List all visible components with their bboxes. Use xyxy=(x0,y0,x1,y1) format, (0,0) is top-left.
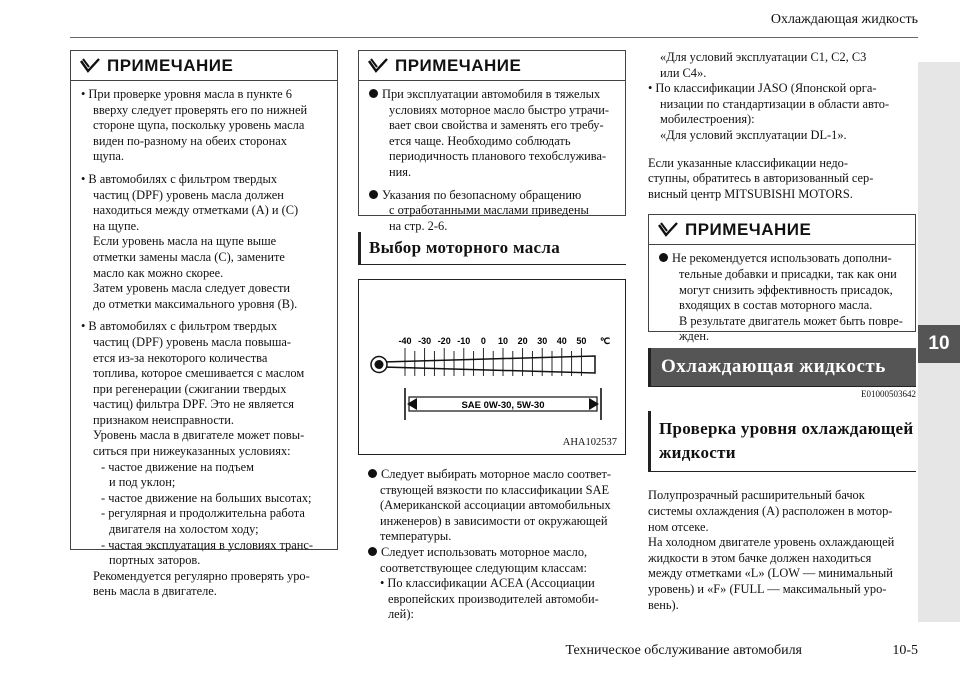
paragraph-line: ступны, обратитесь в авторизованный сер- xyxy=(648,171,874,186)
note-paragraph xyxy=(81,319,327,600)
paragraph-line: между отметками «L» (LOW — минимальный xyxy=(648,566,893,581)
note-line: стороне щупа, поскольку уровень масла xyxy=(93,118,305,133)
bullet-line: (Американской ассоциации автомобильных xyxy=(380,498,611,513)
note-body xyxy=(71,81,337,606)
scale-label: 50 xyxy=(576,336,587,346)
bullet-line: инженеров) в зависимости от окружающей xyxy=(380,513,608,528)
section-heading xyxy=(358,232,626,265)
thermometer-bulb-core xyxy=(375,360,384,369)
note-line: отметки замены масла (C), замените xyxy=(93,249,285,264)
section-title: Охлаждающая жидкость xyxy=(661,356,886,378)
note-header xyxy=(359,51,625,81)
note-pencil-icon xyxy=(367,57,389,75)
oil-viscosity-figure xyxy=(358,279,626,455)
note-line: - частое движение на больших высотах; xyxy=(101,490,312,505)
bullet-line: соответствующее следующим классам: xyxy=(380,560,587,575)
note-pencil-icon xyxy=(657,221,679,239)
note-line: Указания по безопасному обращению xyxy=(382,187,582,202)
note-box xyxy=(358,50,626,233)
bullet-line: ствующей вязкости по классификации SAE xyxy=(380,482,610,497)
bullet-dot-icon xyxy=(368,469,377,478)
footer-title: Техническое обслуживание автомобиля xyxy=(565,643,802,658)
bullet-item xyxy=(368,545,626,576)
subsection-title-line: жидкости xyxy=(659,443,736,463)
note-line: частиц (DPF) уровень масла повыша- xyxy=(93,334,292,349)
note-line: входящих в состав моторного масла. xyxy=(679,298,873,313)
paragraph-line: уровень) и «F» (FULL — максимальный уро- xyxy=(648,581,887,596)
bullet-line: Следует использовать моторное масло, xyxy=(381,544,588,559)
note-line: тельные добавки и присадки, так как они xyxy=(679,266,897,281)
note-line: Если уровень масла на щупе выше xyxy=(93,234,277,249)
note-line: на стр. 2-6. xyxy=(389,218,448,233)
note-header xyxy=(71,51,337,81)
note-line: щупа. xyxy=(93,149,124,164)
note-item xyxy=(659,251,905,345)
classification-line: или C4». xyxy=(660,65,707,80)
bullet-line: температуры. xyxy=(380,529,452,544)
note-header xyxy=(649,215,915,245)
running-header: Охлаждающая жидкость xyxy=(770,12,918,27)
scale-label: -30 xyxy=(418,336,432,346)
note-line: ется из-за некоторого количества xyxy=(93,350,268,365)
note-box xyxy=(70,50,338,599)
note-line: вверху следует проверять его по нижней xyxy=(93,102,308,117)
scale-label: ℃ xyxy=(599,336,611,346)
paragraph-line: жидкости в этом бачке должен находиться xyxy=(648,550,872,565)
note-line: Затем уровень масла следует довести xyxy=(93,281,291,296)
paragraph-line: висный центр MITSUBISHI MOTORS. xyxy=(648,186,853,201)
note-line: топлива, которое смешивается с маслом xyxy=(93,366,305,381)
note-line: • В автомобилях с фильтром твердых xyxy=(81,319,278,334)
subsection-title-line: Проверка уровня охлаждающей xyxy=(659,419,914,439)
note-line: жден. xyxy=(679,329,710,344)
note-line: с отработанными маслами приведены xyxy=(389,203,589,218)
paragraph-line: вень). xyxy=(648,597,679,612)
paragraph-line: На холодном двигателе уровень охлаждающей xyxy=(648,535,895,550)
figure-code: AHA102537 xyxy=(562,437,617,448)
chapter-number: 10 xyxy=(918,325,960,363)
note-line: виден по-разному на обеих сторонах xyxy=(93,133,287,148)
paragraph xyxy=(648,488,916,613)
note-line: периодичность планового техобслужива- xyxy=(389,149,607,164)
column-3 xyxy=(648,50,916,613)
sub-line: лей): xyxy=(388,607,414,622)
note-line: - частая эксплуатация в условиях транс- xyxy=(101,537,314,552)
note-title: ПРИМЕЧАНИЕ xyxy=(107,55,234,75)
classification-list xyxy=(648,50,916,144)
note-paragraph xyxy=(81,172,327,312)
sub-line: европейских производителей автомоби- xyxy=(388,591,599,606)
note-line: масло как можно скорее. xyxy=(93,265,224,280)
section-heading-dark xyxy=(648,348,916,387)
classification-line: низации по стандартизации в области авто- xyxy=(660,96,890,111)
bullet-dot-icon xyxy=(659,253,668,262)
bullet-dot-icon xyxy=(368,547,377,556)
note-line: В результате двигатель может быть повре- xyxy=(679,313,903,328)
note-line: вает свои свойства и заменять его требу- xyxy=(389,118,604,133)
paragraph-line: системы охлаждения (A) расположен в мотор- xyxy=(648,503,893,518)
paragraph-line: ном отсеке. xyxy=(648,519,709,534)
viscosity-chart xyxy=(359,280,625,456)
note-line: вень масла в двигателе. xyxy=(93,584,217,599)
classification-line: мобилестроения): xyxy=(660,112,755,127)
scale-label: -40 xyxy=(398,336,412,346)
note-line: ситься при нижеуказанных условиях: xyxy=(93,444,291,459)
note-box xyxy=(648,214,916,344)
note-paragraph xyxy=(81,87,327,165)
paragraph-line: Полупрозрачный расширительный бачок xyxy=(648,488,865,503)
note-body xyxy=(649,245,915,351)
bullet-line: Следует выбирать моторное масло соответ- xyxy=(381,467,612,481)
bullet-item xyxy=(368,467,626,545)
subsection-heading xyxy=(648,411,916,472)
column-1 xyxy=(70,50,338,599)
note-line: Рекомендуется регулярно проверять уро- xyxy=(93,568,310,583)
header-rule xyxy=(70,37,918,38)
sub-line: • По классификации ACEA (Ассоциации xyxy=(380,576,595,591)
note-line: при регенерации (сжигании твердых xyxy=(93,381,287,396)
note-title: ПРИМЕЧАНИЕ xyxy=(395,55,522,75)
scale-label: 30 xyxy=(537,336,548,346)
note-line: При эксплуатации автомобиля в тяжелых xyxy=(382,87,601,101)
note-line: - частое движение на подъем xyxy=(101,459,254,474)
scale-label: -20 xyxy=(437,336,451,346)
bullet-dot-icon xyxy=(369,190,378,199)
note-line: • При проверке уровня масла в пункте 6 xyxy=(81,87,292,101)
classification-line: • По классификации JASO (Японской орга- xyxy=(648,81,877,96)
reference-code: E01000503642 xyxy=(861,389,916,400)
classification-line: «Для условий эксплуатации DL-1». xyxy=(660,127,847,142)
classification-line: «Для условий эксплуатации C1, C2, C3 xyxy=(660,50,867,64)
paragraph xyxy=(648,156,916,203)
note-line: двигателя на холостом ходу; xyxy=(109,522,259,537)
note-line: находиться между отметками (A) и (C) xyxy=(93,203,299,218)
page-number: 10-5 xyxy=(892,643,918,658)
note-pencil-icon xyxy=(79,57,101,75)
note-body xyxy=(359,81,625,240)
column-2 xyxy=(358,50,626,623)
note-item xyxy=(369,188,615,235)
note-line: - регулярная и продолжительна работа xyxy=(101,506,305,521)
note-line: на щупе. xyxy=(93,218,140,233)
scale-label: 0 xyxy=(480,336,486,346)
note-line: могут снизить эффективность присадок, xyxy=(679,282,893,297)
paragraph-line: Если указанные классификации недо- xyxy=(648,155,848,170)
bullet-dot-icon xyxy=(369,89,378,98)
scale-label: 20 xyxy=(517,336,528,346)
note-item xyxy=(369,87,615,181)
note-line: ется чаще. Необходимо соблюдать xyxy=(389,133,571,148)
note-line: Уровень масла в двигателе может повы- xyxy=(93,428,305,443)
scale-label: -10 xyxy=(457,336,471,346)
note-line: условиях моторное масло быстро утрачи- xyxy=(389,102,609,117)
note-line: частиц) фильтра DPF. Это не является xyxy=(93,397,294,412)
scale-label: 40 xyxy=(556,336,567,346)
note-line: Не рекомендуется использовать дополни- xyxy=(672,251,892,266)
section-title: Выбор моторного масла xyxy=(369,238,560,257)
note-line: портных заторов. xyxy=(109,553,201,568)
note-line: и под уклон; xyxy=(109,475,176,490)
bullet-list xyxy=(358,467,626,623)
note-line: ния. xyxy=(389,164,412,179)
note-line: до отметки максимального уровня (B). xyxy=(93,296,298,311)
note-line: частиц (DPF) уровень масла должен xyxy=(93,187,284,202)
note-line: • В автомобилях с фильтром твердых xyxy=(81,171,278,186)
note-title: ПРИМЕЧАНИЕ xyxy=(685,219,812,239)
scale-label: 10 xyxy=(497,336,509,346)
note-line: признаком неисправности. xyxy=(93,412,234,427)
oil-grade-label: SAE 0W-30, 5W-30 xyxy=(461,400,545,411)
